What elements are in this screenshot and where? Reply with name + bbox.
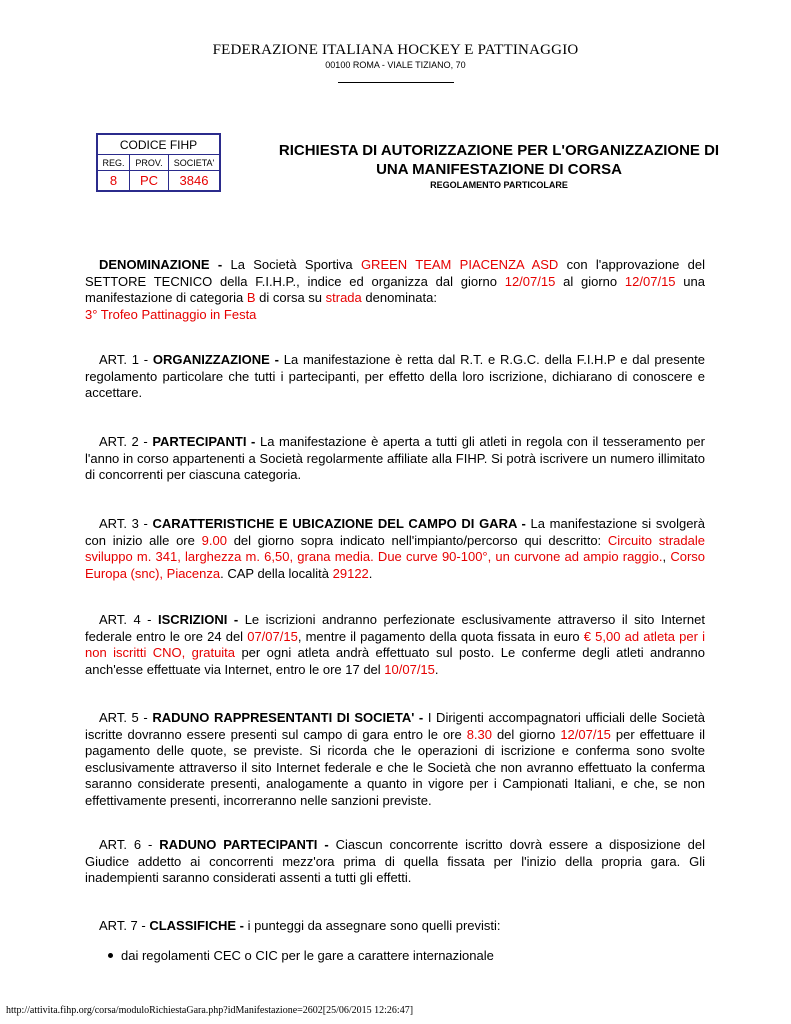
code-col-societa: SOCIETA'	[169, 155, 221, 171]
code-value-societa: 3846	[169, 171, 221, 192]
article-1	[85, 352, 705, 402]
document-title	[230, 141, 768, 190]
article-4	[85, 612, 705, 678]
code-col-reg: REG.	[97, 155, 130, 171]
text-span: I Dirigenti accompagnatori ufficiali delle Società iscritte dovranno essere presenti sul campo di gara entro le ore	[85, 710, 705, 742]
text-span: per ogni atleta andrà effettuato sul posto. Le conferme degli atleti andranno anch'esse effettuate via Internet, entro le ore 17 del	[85, 645, 705, 677]
meeting-date: 12/07/15	[560, 726, 611, 742]
text-span: .	[434, 661, 439, 677]
article-6	[85, 837, 705, 887]
code-value-reg: 8	[97, 171, 130, 192]
registration-fee: € 5,00 ad atleta per i non iscritti CNO, gratuita	[85, 628, 705, 660]
text-span: . CAP della località	[220, 565, 333, 581]
federation-address: 00100 ROMA - VIALE TIZIANO, 70	[325, 60, 466, 70]
article-number: ART. 2 -	[99, 434, 153, 449]
text-span: del giorno	[492, 726, 561, 742]
text-span: con l'approvazione del SETTORE TECNICO della F.I.H.P., indice ed organizza dal giorno	[85, 257, 705, 289]
text-span: denominata:	[361, 290, 437, 305]
federation-name: FEDERAZIONE ITALIANA HOCKEY E PATTINAGGIO	[212, 42, 579, 58]
list-item	[108, 948, 494, 963]
confirmation-date: 10/07/15	[384, 661, 435, 677]
bullet-icon	[108, 953, 113, 958]
article-number: ART. 3 -	[99, 516, 153, 531]
article-heading: PARTECIPANTI -	[152, 434, 256, 449]
fihp-code-table	[96, 133, 221, 192]
code-table-caption: CODICE FIHP	[97, 134, 220, 155]
registration-deadline: 07/07/15	[247, 628, 298, 644]
article-heading: CARATTERISTICHE E UBICAZIONE DEL CAMPO DI GARA -	[152, 516, 526, 531]
article-heading: RADUNO RAPPRESENTANTI DI SOCIETA' -	[152, 710, 424, 725]
article-7	[85, 918, 705, 935]
code-col-prov: PROV.	[130, 155, 169, 171]
text-span: .	[368, 565, 373, 581]
document-header	[0, 42, 791, 83]
circuit-description: Circuito stradale sviluppo m. 341, larghezza m. 6,50, grana media. Due curve 90-100°, un curvone ad ampio raggio.	[85, 532, 705, 564]
text-span: Le iscrizioni andranno perfezionate esclusivamente attraverso il sito Internet federale entro le ore 24 del	[85, 612, 705, 644]
text-span: del giorno sopra indicato nell'impianto/percorso qui descritto:	[226, 532, 608, 548]
article-text: i punteggi da assegnare sono quelli previsti:	[243, 918, 501, 933]
article-heading: RADUNO PARTECIPANTI -	[159, 837, 329, 852]
text-span: una manifestazione di categoria	[85, 273, 705, 305]
article-text: Ciascun concorrente iscritto dovrà essere a disposizione del Giudice addetto ai concorrenti mezz'ora prima di quella fissata per l'inizio della propria gara. Gli inadempienti saranno considerati assenti a tutti gli effetti.	[85, 837, 705, 885]
code-value-prov: PC	[130, 171, 169, 192]
article-text: La manifestazione è aperta a tutti gli atleti in regola con il tesseramento per l'anno in corso appartenenti a Società regolarmente affiliate alla FIHP. Si potrà iscrivere un numero illimitato di concorrenti per ciascuna categoria.	[85, 434, 705, 482]
text-span: al giorno	[555, 273, 625, 289]
article-number: ART. 6 -	[99, 837, 160, 852]
article-heading: ORGANIZZAZIONE -	[152, 352, 279, 367]
society-name: GREEN TEAM PIACENZA ASD	[360, 257, 559, 272]
article-heading: CLASSIFICHE -	[149, 918, 244, 933]
meeting-time: 8.30	[466, 726, 492, 742]
text-span: di corsa su	[255, 290, 326, 305]
title-line-2: UNA MANIFESTAZIONE DI CORSA	[376, 161, 622, 178]
article-number: ART. 7 -	[99, 918, 150, 933]
date-to: 12/07/15	[624, 273, 676, 289]
article-number: ART. 1 -	[99, 352, 153, 367]
denominazione-label: DENOMINAZIONE -	[99, 257, 223, 272]
list-item-text: dai regolamenti CEC o CIC per le gare a carattere internazionale	[121, 948, 494, 963]
venue-location: Corso Europa (snc), Piacenza	[85, 549, 706, 581]
title-subtitle: REGOLAMENTO PARTICOLARE	[430, 180, 568, 190]
article-5	[85, 710, 705, 809]
text-span: , mentre il pagamento della quota fissata in euro	[297, 628, 584, 644]
start-time: 9.00	[201, 532, 227, 548]
article-2	[85, 434, 705, 484]
text-span: La Società Sportiva	[222, 257, 361, 272]
article-number: ART. 5 -	[99, 710, 153, 725]
page-url-footer: http://attivita.fihp.org/corsa/moduloRichiestaGara.php?idManifestazione=2602[25/06/2015 12:26:47]	[6, 1005, 414, 1016]
title-line-1: RICHIESTA DI AUTORIZZAZIONE PER L'ORGANIZZAZIONE DI	[278, 142, 720, 159]
article-3	[85, 516, 705, 582]
event-name: 3° Trofeo Pattinaggio in Festa	[85, 306, 257, 322]
postal-code: 29122	[332, 565, 369, 581]
article-heading: ISCRIZIONI -	[158, 612, 239, 627]
category: B	[246, 290, 256, 305]
article-text: La manifestazione è retta dal R.T. e R.G.C. della F.I.H.P e dal presente regolamento particolare che tutti i partecipanti, per effetto della loro iscrizione, dichiarano di conoscere e accettare.	[85, 352, 705, 400]
text-span: ,	[662, 549, 671, 564]
text-span: La manifestazione si svolgerà con inizio alle ore	[85, 516, 705, 548]
surface: strada	[325, 290, 362, 305]
article-number: ART. 4 -	[99, 612, 159, 627]
header-divider	[338, 82, 454, 83]
denominazione-paragraph	[85, 257, 705, 323]
text-span: per effettuare il pagamento delle quote, se previste. Si ricorda che le operazioni di iscrizione e conferma sono svolte esclusivamente attraverso il sito Internet federale e che le Società che non avranno effettuato la conferma saranno considerate presenti, analogamente a quanto in vigore per i Campionati Italiani, e che, se non effettivamente presenti, incorreranno nelle sanzioni previste.	[85, 726, 705, 808]
date-from: 12/07/15	[504, 273, 556, 289]
